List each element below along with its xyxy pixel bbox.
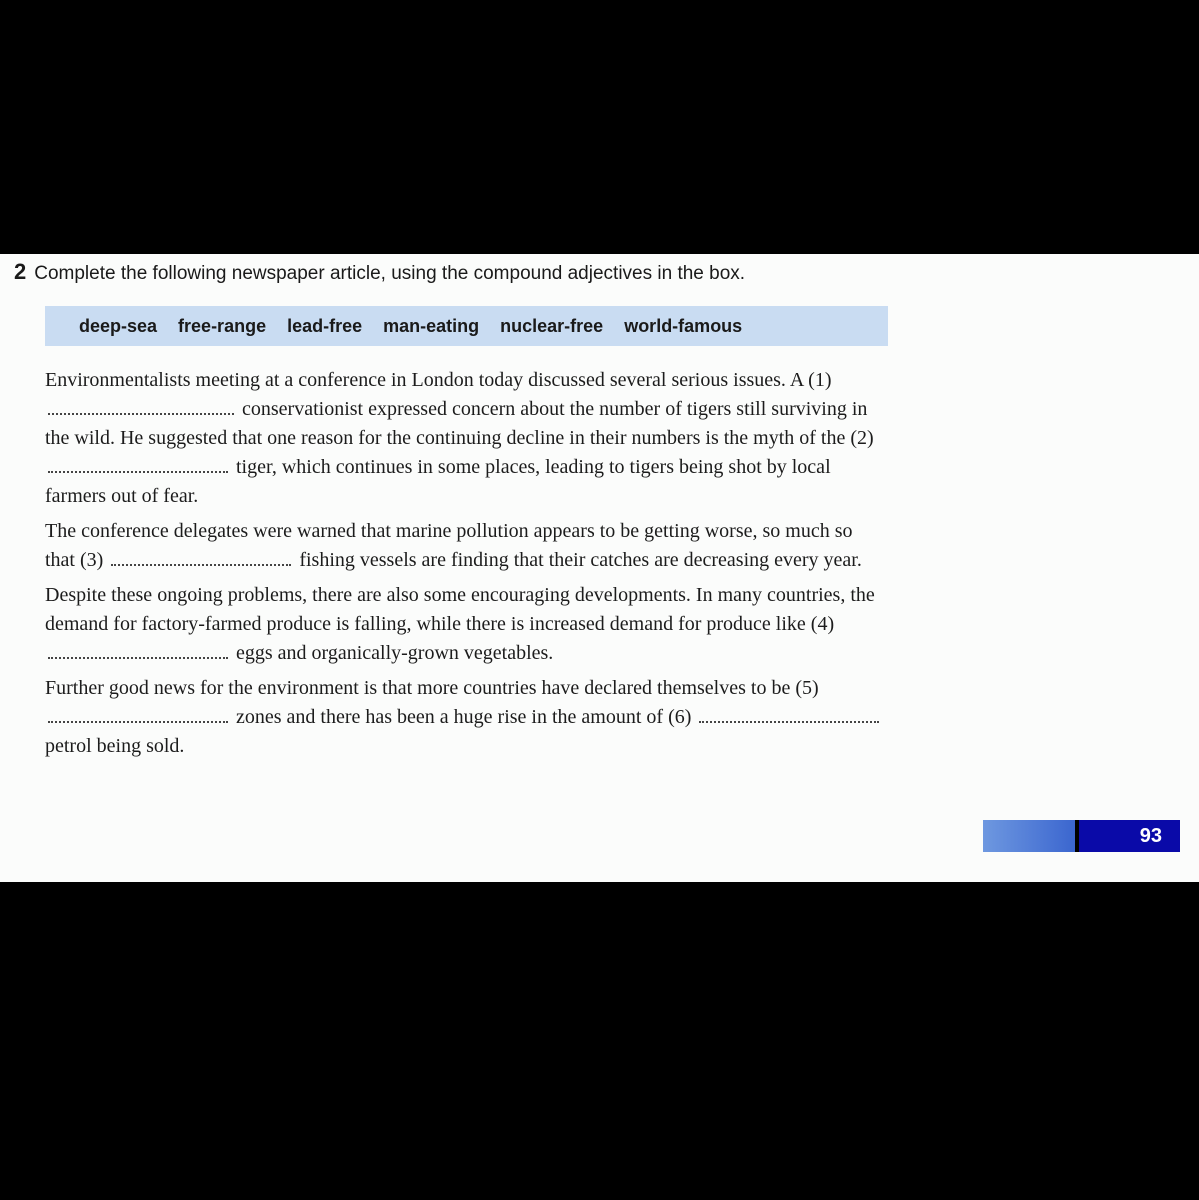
- article-text: eggs and organically-grown vegetables.: [236, 642, 554, 664]
- answer-blank-6[interactable]: [699, 707, 879, 723]
- article-text: petrol being sold.: [45, 735, 185, 757]
- word-box: [45, 306, 888, 346]
- word-box-item: deep-sea: [79, 315, 158, 336]
- answer-blank-5[interactable]: [48, 707, 228, 723]
- exercise-number: 2: [14, 259, 27, 284]
- word-box-item: world-famous: [624, 315, 743, 336]
- word-box-item: lead-free: [287, 315, 363, 336]
- answer-blank-2[interactable]: [48, 457, 228, 473]
- word-box-item: man-eating: [383, 315, 480, 336]
- article-text: tiger, which continues in some places, leading to tigers being shot by local farmers out of fear.: [45, 456, 831, 507]
- article-text: Environmentalists meeting at a conference in London today discussed several serious issues. A (1): [45, 369, 832, 391]
- article-paragraph-4: [45, 674, 885, 761]
- textbook-page: [0, 254, 1199, 882]
- article-paragraph-2: [45, 517, 885, 575]
- exercise-instruction: [14, 259, 745, 285]
- answer-blank-3[interactable]: [111, 550, 291, 566]
- article-text: fishing vessels are finding that their catches are decreasing every year.: [299, 549, 862, 571]
- article-text: The conference delegates were warned that marine pollution appears to be getting worse, so much so that (3): [45, 520, 853, 571]
- page-number-band: [983, 820, 1075, 852]
- answer-blank-1[interactable]: [48, 399, 234, 415]
- newspaper-article: [45, 366, 885, 767]
- word-box-item: nuclear-free: [500, 315, 604, 336]
- word-box-item: free-range: [178, 315, 267, 336]
- answer-blank-4[interactable]: [48, 643, 228, 659]
- article-text: Further good news for the environment is that more countries have declared themselves to be (5): [45, 677, 819, 699]
- page-number: 93: [1075, 820, 1180, 852]
- article-text: Despite these ongoing problems, there are also some encouraging developments. In many countries, the demand for factory-farmed produce is falling, while there is increased demand for produce like (4): [45, 584, 875, 635]
- article-paragraph-3: [45, 581, 885, 668]
- instruction-text: Complete the following newspaper article, using the compound adjectives in the box.: [34, 263, 746, 284]
- article-text: conservationist expressed concern about the number of tigers still surviving in the wild. He suggested that one reason for the continuing decline in their numbers is the myth of the (2): [45, 398, 874, 449]
- article-text: zones and there has been a huge rise in the amount of (6): [236, 706, 692, 728]
- article-paragraph-1: [45, 366, 885, 511]
